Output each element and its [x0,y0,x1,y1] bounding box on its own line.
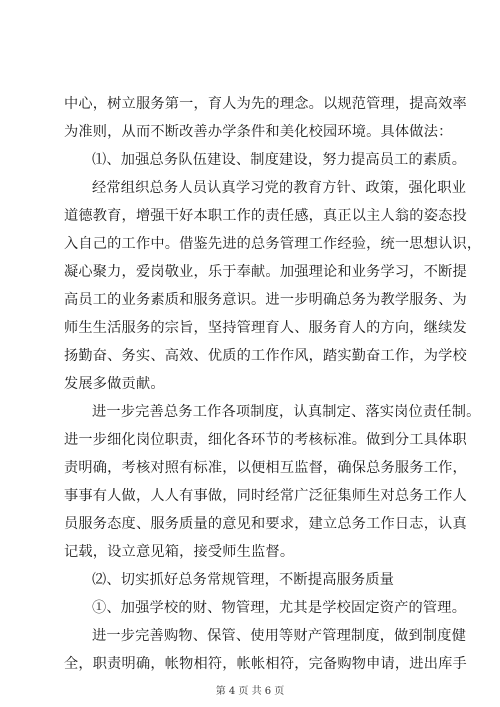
page-footer: 第 4 页 共 6 页 [215,686,285,697]
text-line: 发展多做贡献。 [64,376,165,392]
text-line: 中心，树立服务第一，育人为先的理念。以规范管理，提高效率 [64,96,467,112]
section-heading: ⑵、切实抓好总务常规管理，不断提高服务质量 [92,572,395,588]
text-line: 进一步完善购物、保管、使用等财产管理制度，做到制度健 [92,628,467,644]
text-line: 高员工的业务素质和服务意识。进一步明确总务为教学服务、为 [64,292,467,308]
section-heading: ⑴、加强总务队伍建设、制度建设，努力提高员工的素质。 [92,152,467,168]
text-line: 为准则，从而不断改善办学条件和美化校园环境。具体做法： [64,124,453,140]
text-line: 员服务态度、服务质量的意见和要求，建立总务工作日志，认真 [64,516,467,532]
text-line: 责明确，考核对照有标准，以便相互监督，确保总务服务工作， [64,460,467,476]
subsection-heading: ①、加强学校的财、物管理，尤其是学校固定资产的管理。 [92,600,467,616]
text-line: 道德教育，增强干好本职工作的责任感，真正以主人翁的姿态投 [64,208,467,224]
text-line: 入自己的工作中。借鉴先进的总务管理工作经验，统一思想认识， [64,236,482,252]
text-line: 进一步细化岗位职责，细化各环节的考核标准。做到分工具体职 [64,432,467,448]
text-line: 事事有人做，人人有事做，同时经常广泛征集师生对总务工作人 [64,488,467,504]
text-line: 全，职责明确，帐物相符，帐帐相符，完备购物申请，进出库手 [64,656,467,672]
text-line: 凝心聚力，爱岗敬业，乐于奉献。加强理论和业务学习，不断提 [64,264,467,280]
text-line: 师生生活服务的宗旨，坚持管理育人、服务育人的方向，继续发 [64,320,467,336]
text-line: 经常组织总务人员认真学习党的教育方针、政策，强化职业 [92,180,467,196]
text-line: 记载，设立意见箱，接受师生监督。 [64,544,295,560]
text-line: 扬勤奋、务实、高效、优质的工作作风，踏实勤奋工作，为学校 [64,348,467,364]
text-line: 进一步完善总务工作各项制度，认真制定、落实岗位责任制。 [92,404,481,420]
